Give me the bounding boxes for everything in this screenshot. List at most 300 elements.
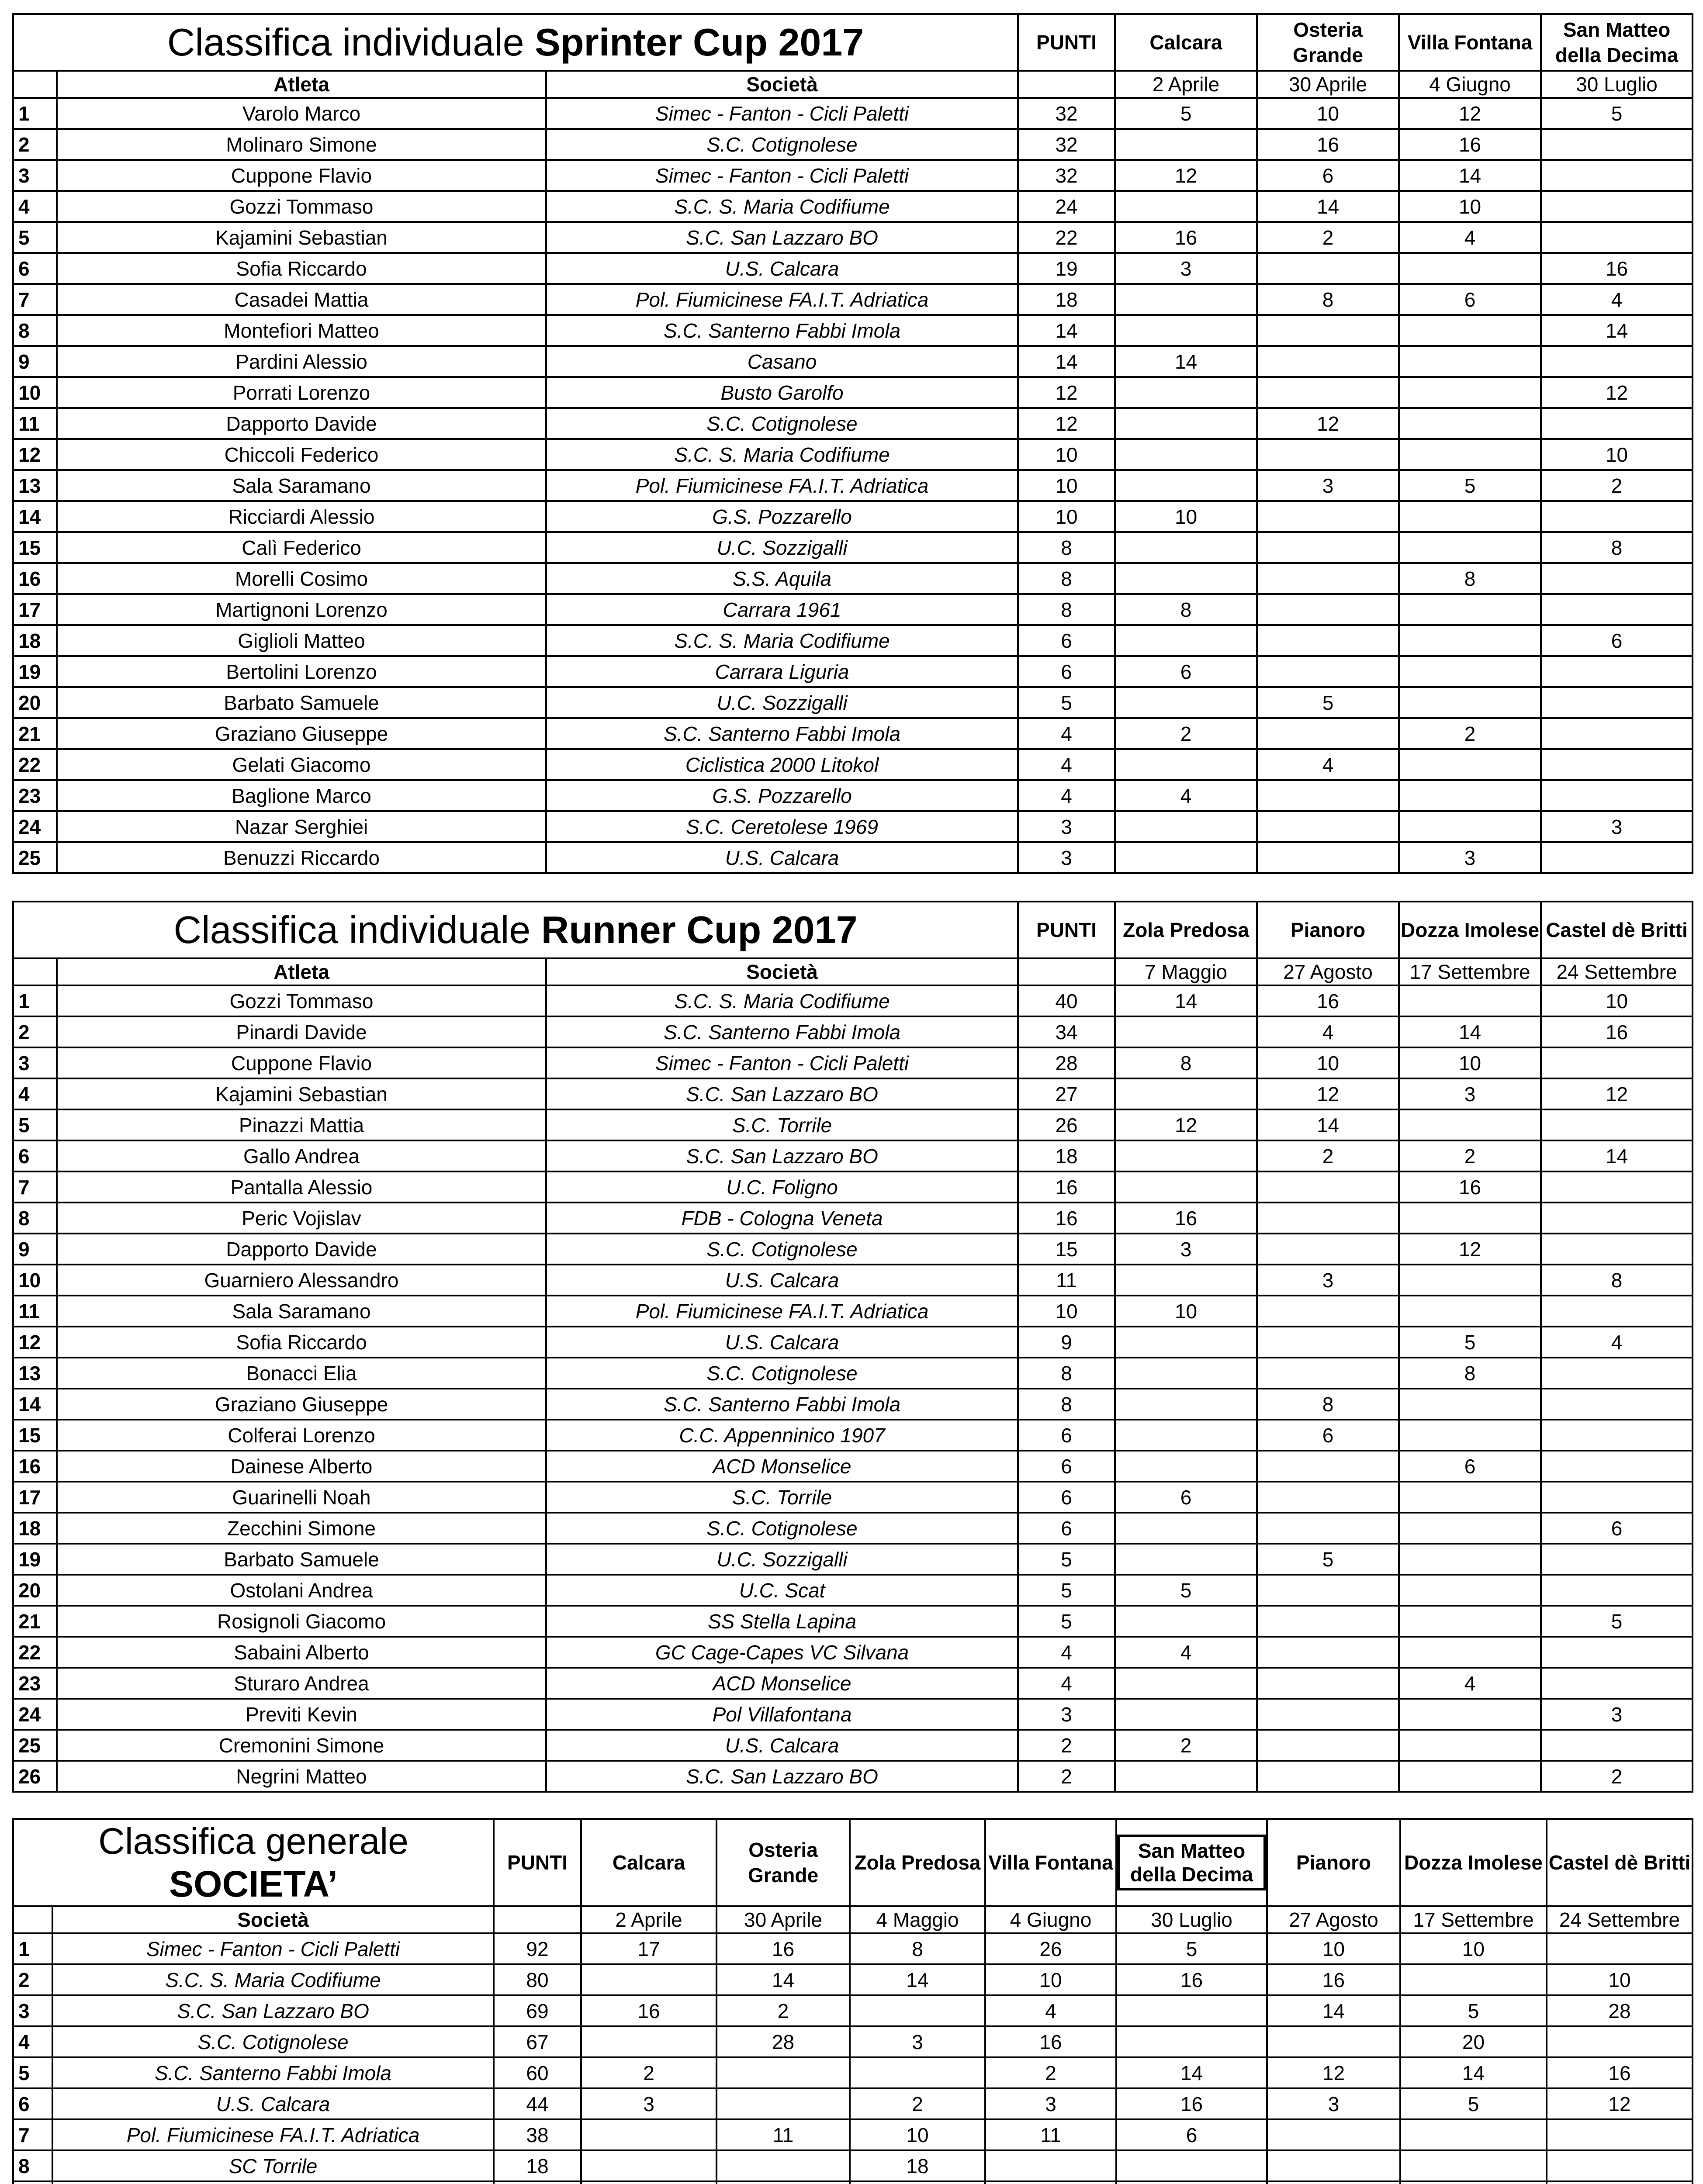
table-cell: 3 [1541, 811, 1693, 842]
table-cell [1257, 811, 1399, 842]
table-row [13, 253, 1693, 284]
societa-cell: Simec - Fanton - Cicli Paletti [546, 1047, 1018, 1078]
table-row [13, 1109, 1693, 1140]
table-cell: 6 [1018, 625, 1115, 656]
table-cell: 3 [1399, 842, 1541, 873]
sprinter-body [13, 98, 1693, 873]
table-cell [1399, 780, 1541, 811]
societa-cell: S.C. San Lazzaro BO [546, 1140, 1018, 1171]
table-cell: 2 [717, 1995, 850, 2026]
table-row [13, 1544, 1693, 1575]
table-cell: 12 [1547, 2088, 1693, 2119]
table-cell: 4 [1018, 1637, 1115, 1668]
table-cell: 5 [1399, 470, 1541, 501]
sprinter-subheader-row [13, 71, 1693, 98]
table-cell [1116, 2026, 1267, 2057]
table-cell [1541, 1389, 1693, 1420]
sprinter-punti-header: PUNTI [1018, 14, 1115, 71]
table-cell [1257, 439, 1399, 470]
table-row [13, 1451, 1693, 1482]
atleta-cell: Giglioli Matteo [57, 625, 546, 656]
table-cell: 12 [1018, 377, 1115, 408]
table-cell [1399, 346, 1541, 377]
table-cell: 10 [1018, 1296, 1115, 1327]
rank-cell: 2 [13, 1964, 52, 1995]
rank-cell: 19 [13, 656, 57, 687]
table-cell: 2 [1115, 1730, 1257, 1761]
table-cell [1257, 1513, 1399, 1544]
societa-cell: U.C. Sozzigalli [546, 687, 1018, 718]
table-cell: 8 [1115, 594, 1257, 625]
table-cell: 3 [1257, 1265, 1399, 1296]
table-cell: 11 [717, 2119, 850, 2150]
atleta-cell: Gozzi Tommaso [57, 191, 546, 222]
table-cell: 2 [1541, 1761, 1693, 1792]
societa-cell: G.S. Pozzarello [546, 501, 1018, 532]
table-cell: 5 [1018, 1606, 1115, 1637]
table-cell: 14 [1018, 315, 1115, 346]
table-cell [581, 2181, 717, 2184]
table-cell: 14 [1018, 346, 1115, 377]
table-row [13, 284, 1693, 315]
table-cell: 11 [985, 2119, 1116, 2150]
table-cell: 4 [1541, 284, 1693, 315]
runner-event-date: 7 Maggio [1115, 958, 1257, 985]
table-cell: 8 [1257, 1389, 1399, 1420]
table-cell: 6 [1399, 284, 1541, 315]
table-cell [1115, 625, 1257, 656]
table-cell: 60 [494, 2057, 581, 2088]
societa-cell: GC Cage-Capes VC Silvana [546, 1637, 1018, 1668]
rank-cell: 21 [13, 1606, 57, 1637]
table-cell [1115, 129, 1257, 160]
table-cell: 8 [1399, 1358, 1541, 1389]
table-cell [1399, 253, 1541, 284]
runner-punti-header: PUNTI [1018, 902, 1115, 958]
table-row [13, 656, 1693, 687]
table-cell [1115, 1544, 1257, 1575]
table-cell: 8 [1115, 1047, 1257, 1078]
table-cell [1541, 656, 1693, 687]
table-cell: 14 [1267, 1995, 1400, 2026]
table-cell: 3 [1257, 470, 1399, 501]
table-row [13, 160, 1693, 191]
societa-cell: FDB - Cologna Veneta [546, 1203, 1018, 1234]
table-row [13, 1668, 1693, 1699]
societa-table [12, 1818, 1693, 2184]
table-cell [1541, 1047, 1693, 1078]
table-cell [494, 2181, 581, 2184]
societa-event-date: 30 Luglio [1116, 1906, 1267, 1933]
table-cell: 3 [1018, 842, 1115, 873]
societa-cell: S.C. San Lazzaro BO [52, 1995, 494, 2026]
table-cell [1541, 1668, 1693, 1699]
societa-cell: S.C. San Lazzaro BO [546, 1761, 1018, 1792]
table-cell [1115, 315, 1257, 346]
atleta-cell: Guarinelli Noah [57, 1482, 546, 1513]
table-cell: 5 [1541, 98, 1693, 129]
table-cell: 5 [1115, 98, 1257, 129]
table-row [13, 1637, 1693, 1668]
table-row [13, 1964, 1693, 1995]
table-cell [1257, 1296, 1399, 1327]
rank-cell: 6 [13, 1140, 57, 1171]
table-row [13, 1265, 1693, 1296]
societa-cell: S.C. Cotignolese [546, 1358, 1018, 1389]
societa-cell: S.C. S. Maria Codifiume [52, 1964, 494, 1995]
table-cell [1115, 470, 1257, 501]
rank-cell: 22 [13, 1637, 57, 1668]
table-cell [1399, 377, 1541, 408]
table-cell: 18 [850, 2150, 985, 2181]
table-cell: 14 [1257, 1109, 1399, 1140]
table-row [13, 1699, 1693, 1730]
table-cell: 2 [581, 2057, 717, 2088]
table-cell [1547, 1933, 1693, 1964]
atleta-cell: Calì Federico [57, 532, 546, 563]
atleta-cell: Guarniero Alessandro [57, 1265, 546, 1296]
table-cell [1257, 1482, 1399, 1513]
table-cell: 10 [985, 1964, 1116, 1995]
atleta-cell: Chiccoli Federico [57, 439, 546, 470]
rank-cell: 12 [13, 439, 57, 470]
table-cell: 4 [1018, 749, 1115, 780]
table-cell [1399, 1575, 1541, 1606]
table-row [13, 408, 1693, 439]
table-cell: 10 [1257, 1047, 1399, 1078]
table-cell [1541, 1451, 1693, 1482]
table-cell: 14 [1116, 2057, 1267, 2088]
table-row [13, 377, 1693, 408]
rank-cell: 16 [13, 1451, 57, 1482]
table-cell [581, 2150, 717, 2181]
rank-cell: 25 [13, 842, 57, 873]
table-cell: 26 [1018, 1109, 1115, 1140]
table-cell [1115, 532, 1257, 563]
table-cell [1541, 1482, 1693, 1513]
table-cell: 5 [1400, 2088, 1547, 2119]
societa-cell: S.C. S. Maria Codifiume [546, 439, 1018, 470]
table-cell [1541, 129, 1693, 160]
table-cell: 10 [1115, 1296, 1257, 1327]
table-row [13, 532, 1693, 563]
table-cell [1257, 346, 1399, 377]
runner-title [13, 902, 1018, 958]
table-row [13, 1016, 1693, 1047]
atleta-cell: Cuppone Flavio [57, 1047, 546, 1078]
table-cell: 16 [1267, 1964, 1400, 1995]
table-cell [985, 2150, 1116, 2181]
table-cell: 4 [1399, 1668, 1541, 1699]
table-cell: 4 [1257, 1016, 1399, 1047]
table-cell [1399, 1203, 1541, 1234]
societa-event-date: 24 Settembre [1547, 1906, 1693, 1933]
table-cell: 10 [1018, 439, 1115, 470]
atleta-cell: Pinardi Davide [57, 1016, 546, 1047]
societa-cell: S.C. S. Maria Codifiume [546, 985, 1018, 1016]
table-cell: 3 [985, 2088, 1116, 2119]
societa-cell: U.C. Sozzigalli [546, 532, 1018, 563]
table-cell [1115, 811, 1257, 842]
table-row [13, 1420, 1693, 1451]
table-cell [1257, 377, 1399, 408]
table-cell: 8 [1541, 1265, 1693, 1296]
table-cell [1399, 1761, 1541, 1792]
societa-header-row [13, 1819, 1693, 1906]
table-cell [1115, 1513, 1257, 1544]
table-cell: 10 [1541, 985, 1693, 1016]
table-cell: 3 [581, 2088, 717, 2119]
rank-cell [13, 2181, 52, 2184]
societa-cell: C.C. Appenninico 1907 [546, 1420, 1018, 1451]
table-cell: 3 [1267, 2088, 1400, 2119]
table-row [13, 2026, 1693, 2057]
rank-cell: 15 [13, 1420, 57, 1451]
sprinter-cup-table [12, 13, 1693, 874]
table-cell: 11 [1018, 1265, 1115, 1296]
societa-event-header-boxed [1116, 1819, 1267, 1906]
atleta-cell: Barbato Samuele [57, 1544, 546, 1575]
table-row [13, 1730, 1693, 1761]
table-cell [1115, 1078, 1257, 1109]
societa-cell: S.C. Cotignolese [546, 408, 1018, 439]
table-cell: 2 [1115, 718, 1257, 749]
table-cell: 4 [1257, 749, 1399, 780]
rank-cell: 15 [13, 532, 57, 563]
societa-event-date: 17 Settembre [1400, 1906, 1547, 1933]
rank-cell: 17 [13, 594, 57, 625]
rank-cell: 16 [13, 563, 57, 594]
societa-event-date: 4 Giugno [985, 1906, 1116, 1933]
table-cell: 8 [1399, 563, 1541, 594]
societa-cell: Busto Garolfo [546, 377, 1018, 408]
table-row [13, 1047, 1693, 1078]
table-cell [1399, 1637, 1541, 1668]
runner-header-row [13, 902, 1693, 958]
atleta-cell: Cuppone Flavio [57, 160, 546, 191]
societa-title-line1: Classifica generale [98, 1821, 408, 1862]
table-cell [1115, 1265, 1257, 1296]
societa-title-line2: SOCIETA’ [169, 1863, 338, 1904]
table-cell [1399, 1606, 1541, 1637]
table-cell [1541, 563, 1693, 594]
societa-cell [52, 2181, 494, 2184]
table-row [13, 129, 1693, 160]
table-cell [1257, 1451, 1399, 1482]
table-cell: 40 [1018, 985, 1115, 1016]
rank-cell: 25 [13, 1730, 57, 1761]
atleta-cell: Gozzi Tommaso [57, 985, 546, 1016]
societa-cell: SS Stella Lapina [546, 1606, 1018, 1637]
rank-cell: 10 [13, 377, 57, 408]
table-cell [1541, 1420, 1693, 1451]
societa-cell: S.C. S. Maria Codifiume [546, 191, 1018, 222]
table-cell [1399, 985, 1541, 1016]
table-cell [850, 2057, 985, 2088]
societa-cell: Pol. Fiumicinese FA.I.T. Adriatica [52, 2119, 494, 2150]
table-cell: 6 [1115, 1482, 1257, 1513]
societa-event-header: Zola Predosa [850, 1819, 985, 1906]
atleta-cell: Casadei Mattia [57, 284, 546, 315]
atleta-cell: Benuzzi Riccardo [57, 842, 546, 873]
societa-punti-header: PUNTI [494, 1819, 581, 1906]
societa-cell: S.C. Cotignolese [546, 1234, 1018, 1265]
table-cell: 8 [1018, 532, 1115, 563]
table-cell [1257, 1203, 1399, 1234]
table-cell [1115, 1327, 1257, 1358]
rank-cell: 8 [13, 1203, 57, 1234]
rank-cell: 4 [13, 2026, 52, 2057]
table-cell [1541, 1637, 1693, 1668]
societa-cell: Casano [546, 346, 1018, 377]
table-cell [1541, 687, 1693, 718]
atleta-cell: Ricciardi Alessio [57, 501, 546, 532]
table-cell: 5 [1018, 1544, 1115, 1575]
table-cell: 6 [1018, 1420, 1115, 1451]
table-cell: 3 [1399, 1078, 1541, 1109]
table-cell: 10 [1547, 1964, 1693, 1995]
table-cell: 16 [1399, 1171, 1541, 1203]
societa-cell: S.C. Cotignolese [546, 1513, 1018, 1544]
runner-title-prefix: Classifica individuale [173, 908, 541, 951]
table-cell: 6 [1115, 656, 1257, 687]
societa-cell: U.S. Calcara [546, 1265, 1018, 1296]
societa-title [13, 1819, 494, 1906]
table-row [13, 1140, 1693, 1171]
table-cell: 8 [1018, 563, 1115, 594]
runner-cup-table [12, 901, 1693, 1793]
table-cell [1115, 563, 1257, 594]
table-cell: 38 [494, 2119, 581, 2150]
rank-cell: 9 [13, 1234, 57, 1265]
table-cell [717, 2057, 850, 2088]
table-cell: 5 [1257, 687, 1399, 718]
table-cell [717, 2181, 850, 2184]
table-cell: 2 [1257, 222, 1399, 253]
societa-event-date: 2 Aprile [581, 1906, 717, 1933]
societa-cell: S.C. Santerno Fabbi Imola [546, 1016, 1018, 1047]
table-row [13, 1203, 1693, 1234]
table-cell: 2 [850, 2088, 985, 2119]
table-cell [1115, 1358, 1257, 1389]
table-cell [1541, 1109, 1693, 1140]
societa-cell: Simec - Fanton - Cicli Paletti [52, 1933, 494, 1964]
table-cell [985, 2181, 1116, 2184]
societa-cell: S.C. Santerno Fabbi Imola [546, 718, 1018, 749]
table-cell [1257, 253, 1399, 284]
table-cell [1267, 2181, 1400, 2184]
table-cell [1257, 1171, 1399, 1203]
rank-cell: 14 [13, 1389, 57, 1420]
runner-rank-header [13, 958, 57, 985]
table-cell [1399, 749, 1541, 780]
sprinter-event-header: Villa Fontana [1399, 14, 1541, 71]
table-cell [1115, 191, 1257, 222]
table-cell: 8 [1018, 1389, 1115, 1420]
table-cell [1115, 1606, 1257, 1637]
societa-cell: S.C. Cotignolese [52, 2026, 494, 2057]
table-cell [1115, 1140, 1257, 1171]
atleta-cell: Sala Saramano [57, 1296, 546, 1327]
table-row [13, 2150, 1693, 2181]
table-cell: 4 [1541, 1327, 1693, 1358]
table-cell [581, 1964, 717, 1995]
societa-cell: Simec - Fanton - Cicli Paletti [546, 160, 1018, 191]
table-cell [1257, 1575, 1399, 1606]
table-cell [1541, 408, 1693, 439]
table-cell: 10 [850, 2119, 985, 2150]
table-cell [1115, 842, 1257, 873]
table-cell: 6 [1541, 1513, 1693, 1544]
table-cell [1257, 563, 1399, 594]
table-cell: 14 [1257, 191, 1399, 222]
table-cell [1115, 1668, 1257, 1699]
atleta-cell: Previti Kevin [57, 1699, 546, 1730]
runner-event-header: Castel dè Britti [1541, 902, 1693, 958]
rank-cell: 21 [13, 718, 57, 749]
table-row [13, 2088, 1693, 2119]
table-cell [1115, 408, 1257, 439]
table-cell: 5 [1018, 687, 1115, 718]
table-cell [1257, 594, 1399, 625]
table-cell: 32 [1018, 160, 1115, 191]
table-cell [1400, 1964, 1547, 1995]
runner-societa-header: Società [546, 958, 1018, 985]
table-cell: 16 [1115, 222, 1257, 253]
sprinter-event-date: 30 Aprile [1257, 71, 1399, 98]
atleta-cell: Zecchini Simone [57, 1513, 546, 1544]
table-cell [1399, 1109, 1541, 1140]
table-cell: 4 [985, 1995, 1116, 2026]
table-cell [1257, 1668, 1399, 1699]
rank-cell: 6 [13, 253, 57, 284]
societa-cell: U.C. Sozzigalli [546, 1544, 1018, 1575]
table-cell [1257, 315, 1399, 346]
table-cell [1115, 1699, 1257, 1730]
table-cell: 2 [1541, 470, 1693, 501]
table-row [13, 2119, 1693, 2150]
table-cell: 16 [1547, 2057, 1693, 2088]
rank-cell: 10 [13, 1265, 57, 1296]
table-row [13, 780, 1693, 811]
table-cell: 14 [1115, 346, 1257, 377]
table-cell [1267, 2119, 1400, 2150]
table-cell [1541, 191, 1693, 222]
table-cell [1400, 2181, 1547, 2184]
table-cell: 2 [1257, 1140, 1399, 1171]
table-cell: 5 [1399, 1327, 1541, 1358]
table-cell: 4 [1018, 780, 1115, 811]
runner-title-bold: Runner Cup 2017 [541, 908, 858, 951]
table-row [13, 470, 1693, 501]
table-cell [1399, 594, 1541, 625]
table-cell: 12 [1018, 408, 1115, 439]
table-cell: 92 [494, 1933, 581, 1964]
table-cell: 6 [1018, 1513, 1115, 1544]
table-cell: 28 [1547, 1995, 1693, 2026]
table-cell: 10 [1018, 501, 1115, 532]
table-cell: 18 [494, 2150, 581, 2181]
table-cell: 5 [1116, 1933, 1267, 1964]
table-cell: 2 [1018, 1730, 1115, 1761]
table-cell: 32 [1018, 98, 1115, 129]
atleta-cell: Martignoni Lorenzo [57, 594, 546, 625]
table-cell: 16 [1257, 129, 1399, 160]
table-row [13, 98, 1693, 129]
table-cell: 10 [1267, 1933, 1400, 1964]
table-cell [1547, 2150, 1693, 2181]
atleta-cell: Nazar Serghiei [57, 811, 546, 842]
